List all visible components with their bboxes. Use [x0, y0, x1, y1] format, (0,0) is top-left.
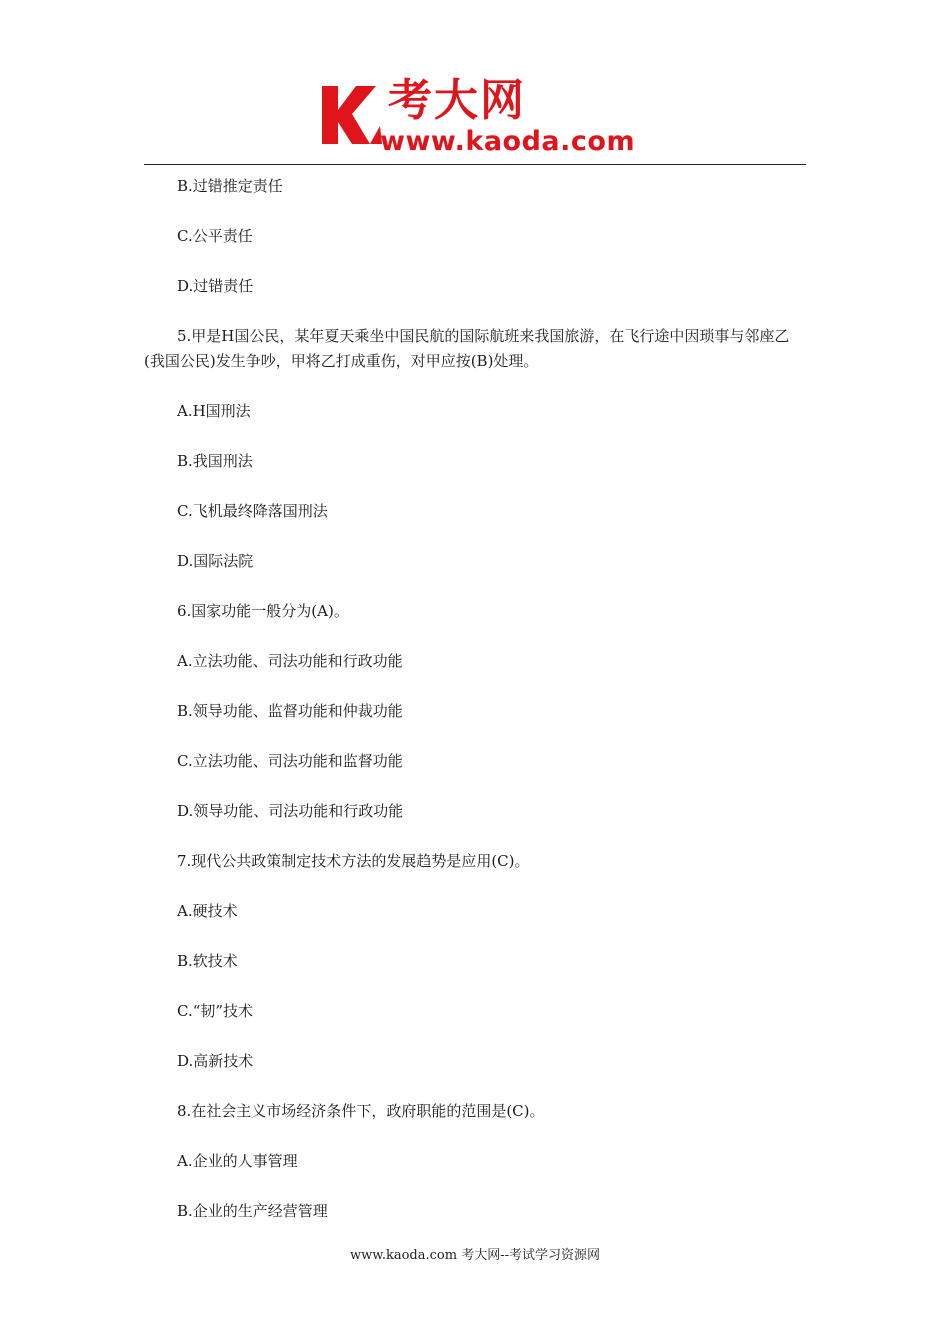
- q4-option-d: D.过错责任: [177, 277, 254, 295]
- document-body: [144, 174, 806, 1224]
- q8-option-a: A.企业的人事管理: [177, 1152, 298, 1170]
- q6-option-d: D.领导功能、司法功能和行政功能: [177, 802, 404, 820]
- q6-option-b: B.领导功能、监督功能和仲裁功能: [177, 702, 403, 720]
- q7-question: 7.现代公共政策制定技术方法的发展趋势是应用(C)。: [177, 852, 530, 870]
- q7-option-d: D.高新技术: [177, 1052, 254, 1070]
- q6-question: 6.国家功能一般分为(A)。: [177, 602, 349, 620]
- q7-option-b: B.软技术: [177, 952, 238, 970]
- q6-option-a: A.立法功能、司法功能和行政功能: [177, 652, 403, 670]
- kaoda-logo-icon: [320, 82, 382, 148]
- page-footer: www.kaoda.com 考大网--考试学习资源网: [350, 1248, 600, 1263]
- q7-option-c: C.“韧”技术: [177, 1002, 254, 1020]
- logo-url: www.kaoda.com: [380, 126, 636, 157]
- q5-option-a: A.H国刑法: [177, 402, 251, 420]
- q5-option-c: C.飞机最终降落国刑法: [177, 502, 328, 520]
- q5-question: 5.甲是H国公民，某年夏天乘坐中国民航的国际航班来我国旅游，在飞行途中因琐事与邻座乙(我国公民)发生争吵，甲将乙打成重伤，对甲应按(B)处理。: [144, 327, 790, 370]
- q4-option-b: B.过错推定责任: [177, 177, 283, 195]
- q8-option-b: B.企业的生产经营管理: [177, 1202, 328, 1220]
- q7-option-a: A.硬技术: [177, 902, 238, 920]
- header-divider: [144, 164, 806, 165]
- q8-question: 8.在社会主义市场经济条件下，政府职能的范围是(C)。: [177, 1102, 545, 1120]
- q5-option-d: D.国际法院: [177, 552, 254, 570]
- logo-chinese-name: 考大网: [388, 75, 526, 126]
- q5-option-b: B.我国刑法: [177, 452, 253, 470]
- page-header: [0, 75, 950, 160]
- q4-option-c: C.公平责任: [177, 227, 253, 245]
- q6-option-c: C.立法功能、司法功能和监督功能: [177, 752, 403, 770]
